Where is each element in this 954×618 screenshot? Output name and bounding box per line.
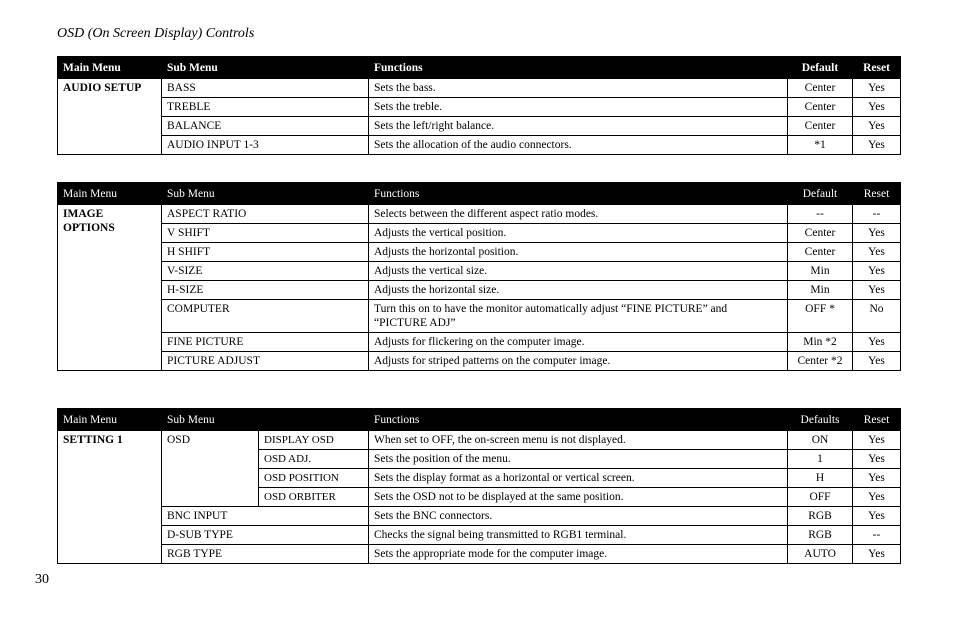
- table-row: [58, 545, 901, 564]
- function-cell: Adjusts for flickering on the computer image.: [369, 333, 788, 352]
- sub-menu-cell: FINE PICTURE: [162, 333, 369, 352]
- table-row: [58, 526, 901, 545]
- function-cell: Sets the treble.: [369, 98, 788, 117]
- header-defaults: Defaults: [788, 409, 853, 431]
- default-cell: --: [788, 205, 853, 224]
- table-row: [58, 352, 901, 371]
- reset-cell: Yes: [853, 333, 901, 352]
- main-menu-cell: AUDIO SETUP: [58, 79, 162, 155]
- reset-cell: Yes: [853, 450, 901, 469]
- table-row: [58, 205, 901, 224]
- reset-cell: --: [853, 526, 901, 545]
- reset-cell: Yes: [853, 281, 901, 300]
- audio-setup-table: [57, 56, 901, 155]
- function-cell: Adjusts the vertical position.: [369, 224, 788, 243]
- header-reset: Reset: [853, 57, 901, 79]
- function-cell: Selects between the different aspect ratio modes.: [369, 205, 788, 224]
- table-row: [58, 98, 901, 117]
- header-functions: Functions: [369, 183, 788, 205]
- sub-sub-menu-cell: OSD POSITION: [259, 469, 369, 488]
- function-cell: Adjusts the horizontal position.: [369, 243, 788, 262]
- header-functions: Functions: [369, 57, 788, 79]
- default-cell: Center: [788, 224, 853, 243]
- default-cell: Min: [788, 262, 853, 281]
- default-cell: Center: [788, 117, 853, 136]
- sub-menu-cell: H SHIFT: [162, 243, 369, 262]
- table-header-row: [58, 57, 901, 79]
- sub-sub-menu-cell: OSD ORBITER: [259, 488, 369, 507]
- reset-cell: Yes: [853, 545, 901, 564]
- reset-cell: --: [853, 205, 901, 224]
- sub-menu-cell: BNC INPUT: [162, 507, 369, 526]
- table-row: [58, 431, 901, 450]
- sub-menu-cell: PICTURE ADJUST: [162, 352, 369, 371]
- function-cell: When set to OFF, the on-screen menu is not displayed.: [369, 431, 788, 450]
- default-cell: 1: [788, 450, 853, 469]
- header-reset: Reset: [853, 183, 901, 205]
- default-cell: Center: [788, 243, 853, 262]
- table-row: [58, 117, 901, 136]
- table-header-row: [58, 409, 901, 431]
- default-cell: Center: [788, 79, 853, 98]
- default-cell: Min: [788, 281, 853, 300]
- sub-menu-cell: RGB TYPE: [162, 545, 369, 564]
- default-cell: Center *2: [788, 352, 853, 371]
- default-cell: RGB: [788, 507, 853, 526]
- sub-menu-cell: H-SIZE: [162, 281, 369, 300]
- sub-sub-menu-cell: DISPLAY OSD: [259, 431, 369, 450]
- function-cell: Sets the position of the menu.: [369, 450, 788, 469]
- header-main-menu: Main Menu: [58, 183, 162, 205]
- default-cell: OFF *: [788, 300, 853, 333]
- table-row: [58, 262, 901, 281]
- default-cell: RGB: [788, 526, 853, 545]
- default-cell: *1: [788, 136, 853, 155]
- default-cell: AUTO: [788, 545, 853, 564]
- header-sub-menu: Sub Menu: [162, 409, 369, 431]
- function-cell: Adjusts the vertical size.: [369, 262, 788, 281]
- header-sub-menu: Sub Menu: [162, 183, 369, 205]
- table-row: [58, 243, 901, 262]
- sub-menu-cell: V SHIFT: [162, 224, 369, 243]
- default-cell: Min *2: [788, 333, 853, 352]
- table-row: [58, 333, 901, 352]
- sub-menu-cell: D-SUB TYPE: [162, 526, 369, 545]
- sub-menu-cell: AUDIO INPUT 1-3: [162, 136, 369, 155]
- table-row: [58, 281, 901, 300]
- reset-cell: Yes: [853, 117, 901, 136]
- main-menu-cell: IMAGE OPTIONS: [58, 205, 162, 371]
- reset-cell: Yes: [853, 243, 901, 262]
- sub-menu-cell: ASPECT RATIO: [162, 205, 369, 224]
- default-cell: H: [788, 469, 853, 488]
- header-main-menu: Main Menu: [58, 57, 162, 79]
- function-cell: Sets the OSD not to be displayed at the same position.: [369, 488, 788, 507]
- function-cell: Turn this on to have the monitor automatically adjust “FINE PICTURE” and “PICTURE ADJ”: [369, 300, 788, 333]
- table-header-row: [58, 183, 901, 205]
- reset-cell: Yes: [853, 262, 901, 281]
- function-cell: Sets the BNC connectors.: [369, 507, 788, 526]
- reset-cell: No: [853, 300, 901, 333]
- page-title: OSD (On Screen Display) Controls: [57, 26, 255, 41]
- reset-cell: Yes: [853, 431, 901, 450]
- sub-menu-cell: V-SIZE: [162, 262, 369, 281]
- main-menu-cell: SETTING 1: [58, 431, 162, 564]
- table-row: [58, 136, 901, 155]
- header-main-menu: Main Menu: [58, 409, 162, 431]
- function-cell: Sets the left/right balance.: [369, 117, 788, 136]
- function-cell: Adjusts for striped patterns on the computer image.: [369, 352, 788, 371]
- sub-menu-cell: COMPUTER: [162, 300, 369, 333]
- function-cell: Sets the appropriate mode for the computer image.: [369, 545, 788, 564]
- reset-cell: Yes: [853, 79, 901, 98]
- reset-cell: Yes: [853, 136, 901, 155]
- table-row: [58, 79, 901, 98]
- sub-sub-menu-cell: OSD ADJ.: [259, 450, 369, 469]
- table-row: [58, 224, 901, 243]
- reset-cell: Yes: [853, 488, 901, 507]
- table-row: [58, 300, 901, 333]
- function-cell: Sets the allocation of the audio connectors.: [369, 136, 788, 155]
- reset-cell: Yes: [853, 507, 901, 526]
- header-default: Default: [788, 183, 853, 205]
- image-options-table: [57, 182, 901, 371]
- reset-cell: Yes: [853, 224, 901, 243]
- sub-menu-cell: OSD: [162, 431, 259, 507]
- function-cell: Sets the display format as a horizontal or vertical screen.: [369, 469, 788, 488]
- table-row: [58, 507, 901, 526]
- function-cell: Checks the signal being transmitted to RGB1 terminal.: [369, 526, 788, 545]
- default-cell: OFF: [788, 488, 853, 507]
- sub-menu-cell: BALANCE: [162, 117, 369, 136]
- header-functions: Functions: [369, 409, 788, 431]
- sub-menu-cell: TREBLE: [162, 98, 369, 117]
- page-number: 30: [35, 572, 49, 587]
- header-default: Default: [788, 57, 853, 79]
- sub-menu-cell: BASS: [162, 79, 369, 98]
- function-cell: Adjusts the horizontal size.: [369, 281, 788, 300]
- default-cell: ON: [788, 431, 853, 450]
- default-cell: Center: [788, 98, 853, 117]
- header-reset: Reset: [853, 409, 901, 431]
- function-cell: Sets the bass.: [369, 79, 788, 98]
- reset-cell: Yes: [853, 352, 901, 371]
- header-sub-menu: Sub Menu: [162, 57, 369, 79]
- reset-cell: Yes: [853, 98, 901, 117]
- reset-cell: Yes: [853, 469, 901, 488]
- setting-1-table: [57, 408, 901, 564]
